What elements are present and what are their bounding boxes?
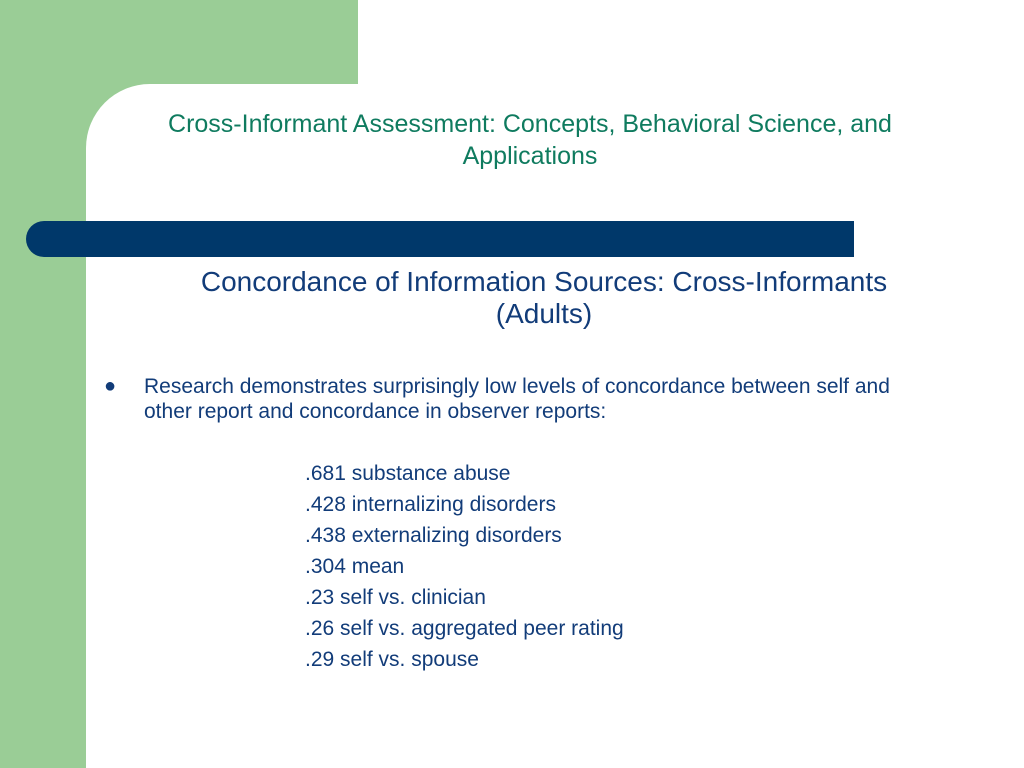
- stat-item-self-vs-clinician: .23 self vs. clinician: [305, 586, 486, 609]
- stat-item-self-vs-spouse: .29 self vs. spouse: [305, 648, 479, 671]
- concordance-stats-list: [305, 458, 624, 675]
- stat-item-externalizing: .438 externalizing disorders: [305, 524, 562, 547]
- bullet-dot-icon: ●: [104, 375, 117, 397]
- title-divider-bar: [26, 221, 854, 257]
- bullet-text: Research demonstrates surprisingly low levels of concordance between self and other report and concordance in observer reports:: [144, 375, 890, 423]
- stat-item-mean: .304 mean: [305, 555, 405, 578]
- stat-item-self-vs-peer: .26 self vs. aggregated peer rating: [305, 617, 624, 640]
- stat-item-internalizing: .428 internalizing disorders: [305, 493, 556, 516]
- slide-title: Cross-Informant Assessment: Concepts, Behavioral Science, and Applications: [168, 110, 892, 170]
- section-subtitle: Concordance of Information Sources: Cross-Informants (Adults): [200, 266, 888, 329]
- stat-item-substance-abuse: .681 substance abuse: [305, 462, 511, 485]
